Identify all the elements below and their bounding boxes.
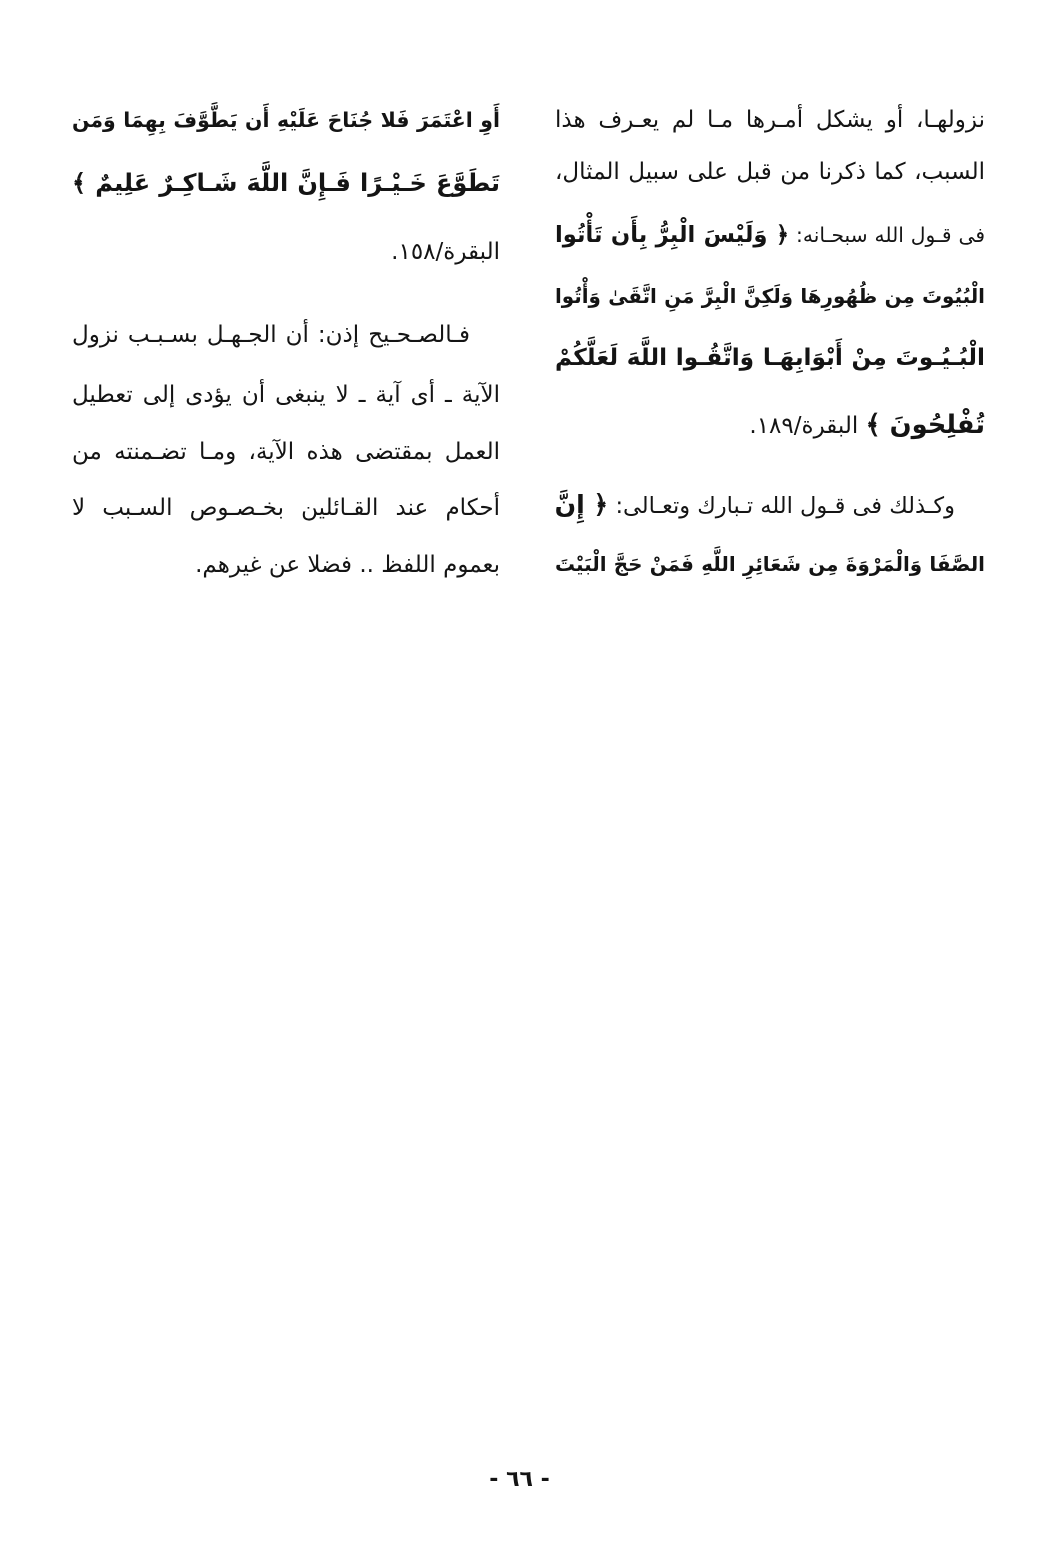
prose-text: أحكام عند القـائلين بخـصـوص السـبب لا	[72, 495, 500, 521]
quran-verse-text: الْبُـيُـوتَ مِنْ أَبْوَابِهَـا وَاتَّقُـوا اللَّهَ لَعَلَّكُمْ	[555, 344, 985, 371]
prose-text: الآية ـ أى آية ـ لا ينبغى أن يؤدى إلى تعطيل	[72, 382, 500, 408]
text-line	[555, 330, 985, 386]
text-line	[72, 480, 500, 536]
text-line	[555, 537, 985, 593]
prose-text: العمل بمقتضى هذه الآية، ومـا تضـمنته من	[72, 439, 500, 465]
prose-text: نزولهـا، أو يشكل أمـرها مـا لم يعـرف هذا	[555, 107, 985, 133]
text-line	[555, 144, 985, 200]
text-line	[72, 424, 500, 480]
quran-verse-text: الْبُيُوتَ مِن ظُهُورِهَا وَلَكِنَّ الْبِرَّ مَنِ اتَّقَىٰ وَأْتُوا	[555, 285, 985, 308]
text-line	[72, 224, 500, 280]
page-number: - ٦٦ -	[489, 1467, 550, 1492]
prose-text: فـالصـحـيح إذن: أن الجـهـل بسـبـب نزول	[72, 322, 470, 348]
prose-text: السبب، كما ذكرنا من قبل على سبيل المثال،	[555, 159, 985, 185]
quran-verse-text: ﴿ إِنَّ	[554, 490, 609, 519]
text-line	[555, 477, 985, 533]
quran-verse-text: الصَّفَا وَالْمَرْوَةَ مِن شَعَائِرِ اللَّهِ فَمَنْ حَجَّ الْبَيْتَ	[555, 553, 985, 576]
prose-text: فى قـول الله سبحـانه:	[796, 223, 985, 247]
text-line	[72, 367, 500, 423]
verse-citation: البقرة/١٥٨.	[391, 239, 500, 265]
text-line	[555, 269, 985, 325]
text-line	[72, 92, 500, 148]
left-column	[72, 0, 500, 640]
prose-text: بعموم اللفظ .. فضلا عن غيرهم.	[195, 552, 500, 578]
right-column	[555, 0, 985, 640]
text-line	[555, 397, 985, 453]
prose-text: وكـذلك فى قـول الله تـبارك وتعـالى:	[615, 493, 955, 519]
text-line	[555, 92, 985, 148]
quran-verse-text: تُفْلِحُونَ ﴾	[865, 410, 985, 440]
text-line	[72, 155, 500, 211]
quran-verse-text: ﴿ وَلَيْسَ الْبِرُّ بِأَن تَأْتُوا	[555, 222, 790, 248]
text-line	[72, 307, 500, 363]
text-line	[72, 537, 500, 593]
text-line	[555, 207, 985, 263]
verse-citation: البقرة/١٨٩.	[749, 413, 859, 439]
quran-verse-text: تَطَوَّعَ خَـيْـرًا فَـإِنَّ اللَّهَ شَـاكِـرٌ عَلِيمٌ ﴾	[72, 169, 500, 197]
quran-verse-text: أَوِ اعْتَمَرَ فَلا جُنَاحَ عَلَيْهِ أَن يَطَّوَّفَ بِهِمَا وَمَن	[72, 108, 500, 132]
